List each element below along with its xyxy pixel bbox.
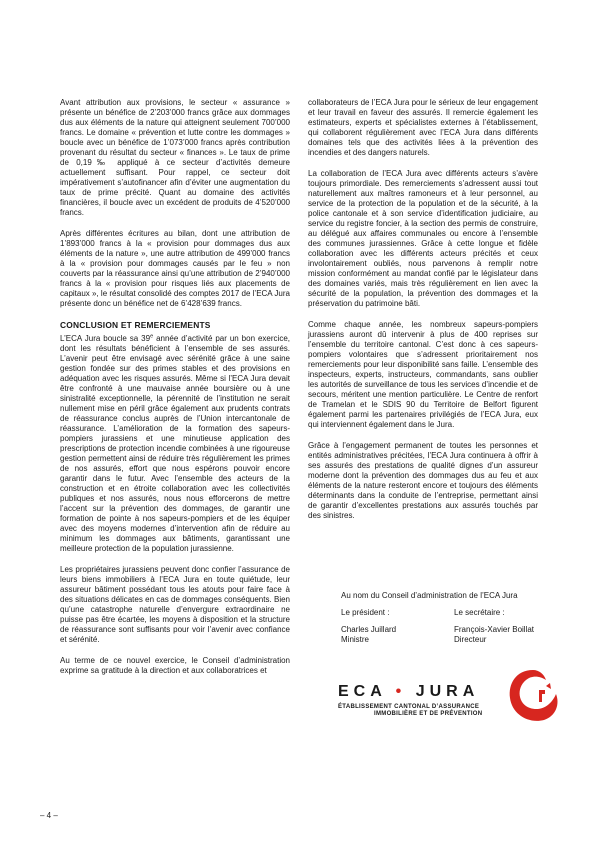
secretary-name: François-Xavier Boillat: [454, 625, 535, 634]
paragraph-collaborateurs: collaborateurs de l’ECA Jura pour le sérieux de leur engagement et leur travail en faveur des assurés. Il remercie également les estimateurs, experts et spécialistes externes à l’établissement, qui collaborent régulièrement avec l’ECA Jura dans différents domaines tels que des activités liées à la prévention des incendies et des dangers naturels.: [308, 98, 538, 157]
logo-swirl-icon: [506, 666, 560, 726]
paragraph-gratitude: Au terme de ce nouvel exercice, le Conseil d’administration exprime sa gratitude à la direction et aux collaboratrices et: [60, 656, 290, 675]
paragraph-proprietaires: Les propriétaires jurassiens peuvent donc confier l’assurance de leurs biens immobiliers à l’ECA Jura en toute quiétude, leur assureur bâtiment possédant tous les atouts pour faire face à des situations délicates en cas de dommages conséquents. Bien qu’une catastrophe naturelle d’envergure extraordinaire ne puisse pas être écartée, les moyens à disposition et la structure de réassurance sont suffisants pour voir l’avenir avec confiance et sérénité.: [60, 565, 290, 644]
secretary-title: Directeur: [454, 635, 487, 644]
left-column: [60, 98, 290, 687]
paragraph-conclusion: L’ECA Jura boucle sa 39e année d’activité par un bon exercice, dont les résultats bénéficient à l’ensemble de ses assurés. L’avenir peut être envisagé avec sérénité grâce à une saine gestion fondée sur des primes stables et des provisions en adéquation avec les risques assurés. Même si l’ECA Jura devait être confronté à une mauvaise année boursière ou à une sinistralité exceptionnelle, la pérennité de l’institution ne serait nullement mise en péril grâce également aux prudents contrats de réassurance conclus auprès de l’Union intercantonale de réassurance. L’amélioration de la formation des sapeurs-pompiers jurassiens et une minutieuse application des prescriptions de protection incendie combinées à une rigoureuse gestion permettent ainsi de réduire très régulièrement les primes de nos assurés, effort que nous espérons pouvoir encore garantir dans le futur. Avec l’ensemble des acteurs de la construction et en étroite collaboration avec les collectivités publiques et nos assurés, nous nous efforcerons de mettre l’accent sur la prévention des dommages, de garantir une formation de pointe à nos sapeurs-pompiers et de les équiper avec des moyens modernes d’intervention afin de réduire au minimum les dommages aux bâtiments, garantissant une meilleure protection de la population jurassienne.: [60, 333, 290, 553]
section-heading: CONCLUSION ET REMERCIEMENTS: [60, 320, 211, 330]
president-name: Charles Juillard: [341, 625, 397, 634]
president-label: Le président :: [341, 608, 390, 617]
logo-subtitle: ÉTABLISSEMENT CANTONAL D’ASSURANCE IMMOBILIÈRE ET DE PRÉVENTION: [338, 704, 483, 717]
president-title: Ministre: [341, 635, 370, 644]
paragraph-collaboration: La collaboration de l’ECA Jura avec différents acteurs s’avère toujours primordiale. Des remerciements s’adressent aussi tout naturellement aux maîtres ramoneurs et à leur personnel, au service de la protection de la population et de la sécurité, à la police cantonale et à son service d’identification judiciaire, au service du registre foncier, à la section des permis de construire, au délégué aux affaires communales ou encore à l’ensemble des communes jurassiennes. Grâce à cette longue et fidèle collaboration avec les différents acteurs précités et ceux involontairement oubliés, nous parvenons à remplir notre mission conformément au mandat confié par le législateur dans des domaines variés, mais très régulièrement en lien avec la sécurité de la population, la prévention des dommages et la préservation du patrimoine bâti.: [308, 169, 538, 308]
signature-intro: Au nom du Conseil d’administration de l’ECA Jura: [341, 591, 518, 600]
secretary-label: Le secrétaire :: [454, 608, 505, 617]
paragraph-bilan: Après différentes écritures au bilan, dont une attribution de 1’893’000 francs à la « provision pour dommages dus aux éléments de la nature », une autre attribution de 499’000 francs à la « provision pour dommages causés par le feu » non couverts par la réassurance ainsi qu’une attribution de 2’940’000 francs à la « provision pour risques liés aux placements de capitaux », le résultat consolidé des comptes 2017 de l’ECA Jura présente donc un bénéfice net de 6’428’639 francs.: [60, 229, 290, 308]
eca-jura-logo: [338, 666, 576, 736]
paragraph-sapeurs-pompiers: Comme chaque année, les nombreux sapeurs-pompiers jurassiens auront dû intervenir à plus de 400 reprises sur l’ensemble du territoire cantonal. C’est donc à ces sapeurs-pompiers volontaires que s’adressent prioritairement nos remerciements pour leur disponibilité sans faille. L’ensemble des inspecteurs, experts, instructeurs, commandants, sans oublier les autorités de surveillance de tous les services d’incendie et de secours, méritent une mention particulière. Le Centre de renfort de Tramelan et le SDIS 90 du Territoire de Belfort figurent également parmi les partenaires privilégiés de l’ECA Jura, eux qui interviennent également dans le Jura.: [308, 320, 538, 429]
page-number: – 4 –: [40, 811, 58, 820]
signature-names: [341, 625, 571, 645]
right-column: [308, 98, 538, 532]
paragraph-provisions: Avant attribution aux provisions, le secteur « assurance » présente un bénéfice de 2’203’000 francs grâce aux dommages dus aux éléments de la nature qui atteignent seulement 700’000 francs. Le domaine « prévention et lutte contre les dommages » boucle avec un bénéfice de 1’073’000 francs après contribution provenant du résultat du secteur « finances ». Le taux de prime de 0,19‰ appliqué à ce secteur d’activités demeure actuellement suffisant. Pour rappel, ce secteur doit impérativement s’autofinancer afin d’éviter une augmentation du taux de prime précité. Quant au domaine des activités financières, il boucle avec un excédent de produits de 4’520’000 francs.: [60, 98, 290, 217]
logo-wordmark: ECA • JURA: [338, 683, 480, 700]
signature-block: [341, 591, 571, 652]
paragraph-engagement: Grâce à l’engagement permanent de toutes les personnes et entités administratives précitées, l’ECA Jura continuera à offrir à ses assurés des prestations de qualité dignes d’un assureur moderne dont la prévention des dommages dus au feu et aux éléments de la nature resteront encore et toujours des éléments déterminants dans la conduite de l’entreprise, permettant ainsi de garantir d’excellentes prestations aux assurés touchés par des sinistres.: [308, 441, 538, 520]
signature-labels: [341, 608, 571, 618]
